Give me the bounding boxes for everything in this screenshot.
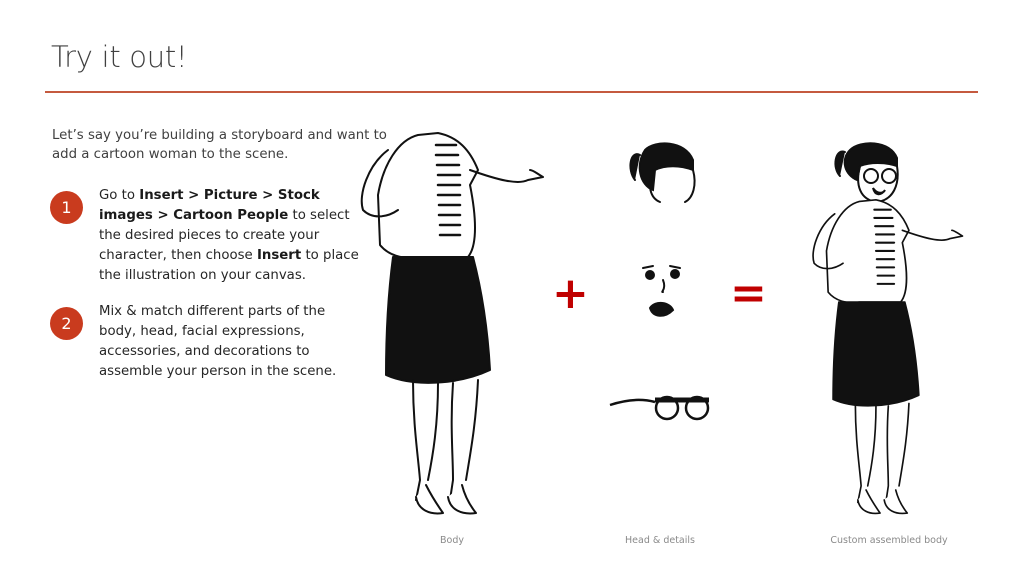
step-2-text: Mix & match different parts of the body, head, facial expressions, accessories, and decorations to assemble your person in the scene. bbox=[99, 304, 337, 379]
slide-title: Try it out! bbox=[51, 40, 188, 74]
head-details-illustration bbox=[605, 140, 720, 430]
caption-head-details: Head & details bbox=[625, 535, 695, 546]
title-divider bbox=[45, 91, 978, 93]
plus-sign: + bbox=[552, 268, 589, 319]
caption-body: Body bbox=[440, 535, 464, 546]
equals-sign: = bbox=[730, 268, 767, 319]
assembled-illustration bbox=[805, 140, 1005, 520]
body-illustration bbox=[358, 125, 553, 520]
step-number-badge: 1 bbox=[50, 191, 83, 224]
intro-text: Let’s say you’re building a storyboard and want to add a cartoon woman to the scene. bbox=[52, 128, 387, 162]
step-1-text: Go to Insert > Picture > Stock images > Cartoon People to select the desired pieces to create your character, then choose Insert to place the illustration on your canvas. bbox=[99, 188, 359, 283]
face-piece bbox=[643, 266, 680, 316]
caption-assembled: Custom assembled body bbox=[830, 535, 948, 546]
step-number-badge: 2 bbox=[50, 307, 83, 340]
glasses-piece bbox=[610, 397, 709, 419]
hair-piece bbox=[630, 143, 694, 202]
